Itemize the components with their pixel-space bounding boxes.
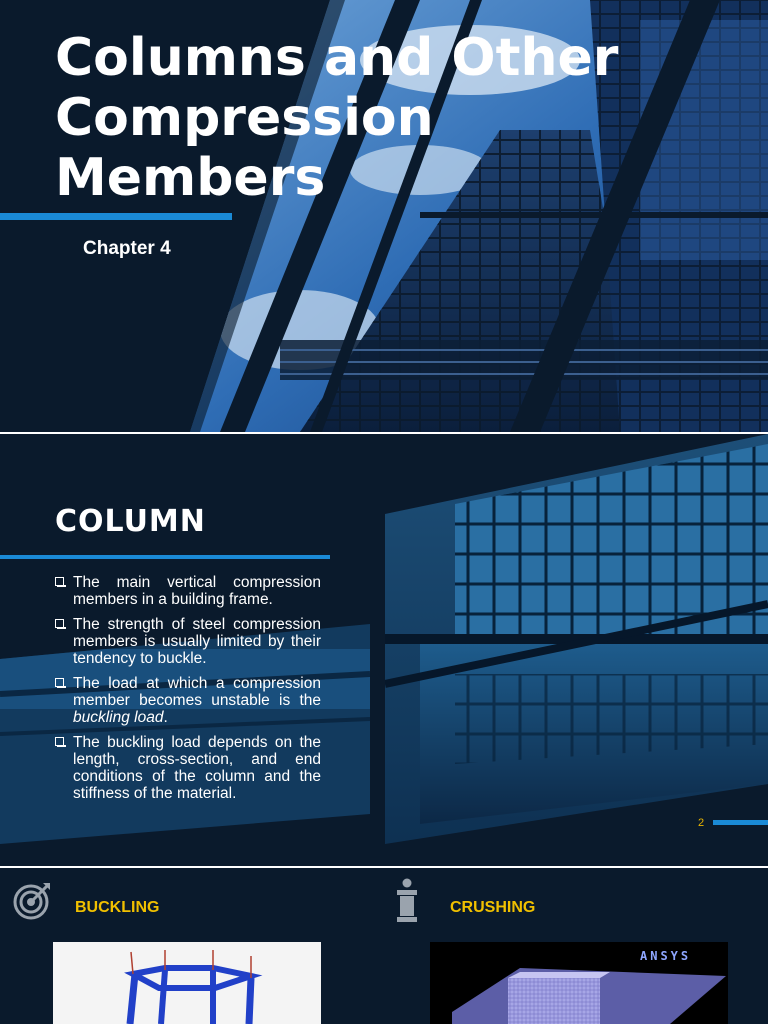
checkbox-bullet-icon bbox=[55, 737, 64, 746]
section-heading: COLUMN bbox=[55, 504, 206, 539]
target-icon bbox=[12, 881, 52, 921]
title-accent-bar bbox=[0, 213, 232, 220]
crushing-model-image bbox=[430, 942, 728, 1024]
ansys-logo-text: ANSYS bbox=[640, 949, 692, 963]
heading-accent-bar bbox=[0, 555, 330, 559]
page-number: 2 bbox=[698, 817, 705, 829]
buckling-label: BUCKLING bbox=[75, 899, 160, 916]
bullet-item: The main vertical compression members in a building frame. bbox=[55, 574, 321, 608]
bullet-item: The buckling load depends on the length, cross-section, and end conditions of the column and the stiffness of the material. bbox=[55, 734, 321, 802]
title-slide bbox=[0, 0, 768, 432]
checkbox-bullet-icon bbox=[55, 577, 64, 586]
buckling-load-term: buckling load bbox=[73, 709, 164, 726]
page-accent-bar bbox=[713, 820, 768, 825]
failure-modes-slide bbox=[0, 868, 768, 1024]
bullet-item: The load at which a compression member becomes unstable is the buckling load. bbox=[55, 675, 321, 726]
bullet-item: The strength of steel compression members is usually limited by their tendency to buckle. bbox=[55, 616, 321, 667]
bullet-list bbox=[55, 574, 321, 810]
column-slide bbox=[0, 434, 768, 866]
slide-title: Columns and Other Compression Members bbox=[55, 28, 619, 208]
crushing-label: CRUSHING bbox=[450, 899, 536, 916]
column-pedestal-icon bbox=[395, 878, 419, 924]
checkbox-bullet-icon bbox=[55, 678, 64, 687]
checkbox-bullet-icon bbox=[55, 619, 64, 628]
chapter-label: Chapter 4 bbox=[83, 238, 171, 259]
buckling-frame-image bbox=[53, 942, 321, 1024]
